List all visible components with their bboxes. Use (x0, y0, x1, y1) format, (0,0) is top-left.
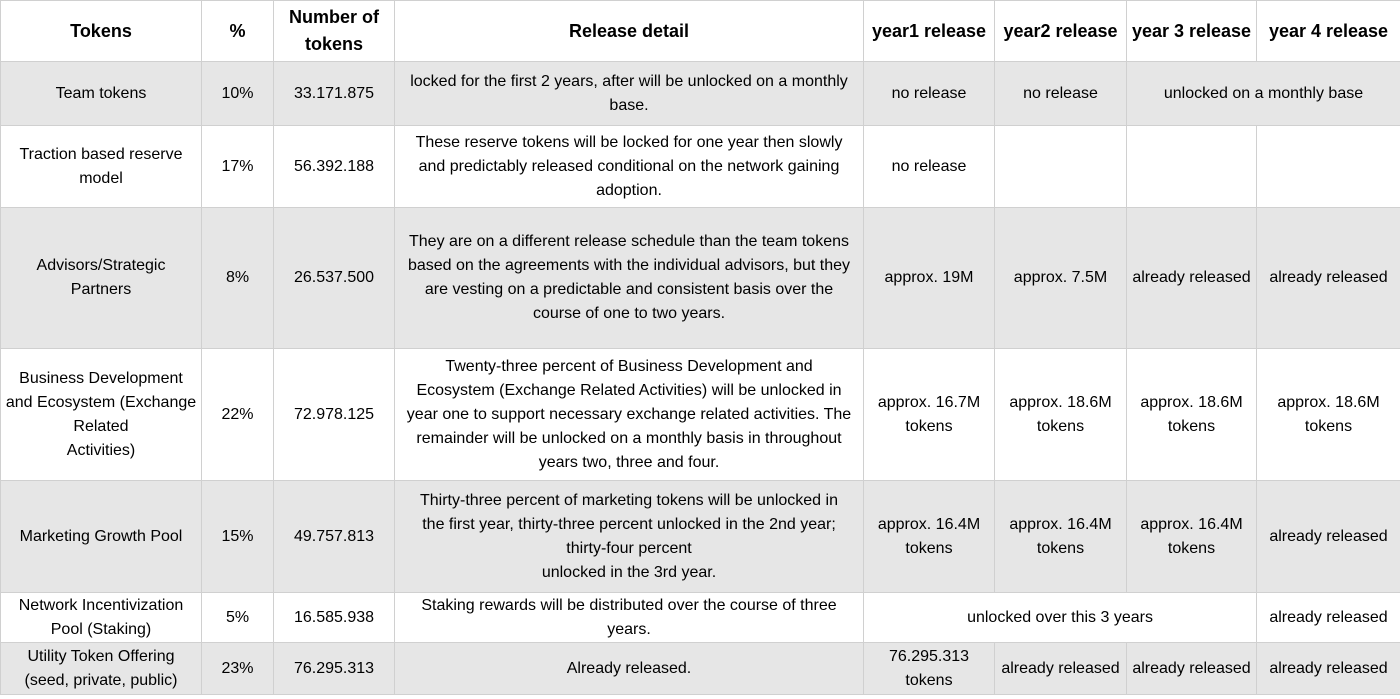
cell-name: Business Development and Ecosystem (Exchange Related Activities) (1, 349, 202, 481)
cell-year3: approx. 18.6M tokens (1127, 349, 1257, 481)
cell-year2: no release (995, 62, 1127, 126)
header-percent: % (202, 1, 274, 62)
cell-name: Network Incentivization Pool (Staking) (1, 593, 202, 643)
cell-name: Traction based reserve model (1, 126, 202, 208)
cell-percent: 22% (202, 349, 274, 481)
cell-year3: already released (1127, 208, 1257, 349)
cell-percent: 23% (202, 643, 274, 695)
cell-percent: 8% (202, 208, 274, 349)
header-year4-release: year 4 release (1257, 1, 1400, 62)
header-tokens: Tokens (1, 1, 202, 62)
cell-percent: 10% (202, 62, 274, 126)
cell-year4: already released (1257, 481, 1400, 593)
cell-year1: approx. 19M (864, 208, 995, 349)
cell-number: 49.757.813 (274, 481, 395, 593)
cell-year1: 76.295.313 tokens (864, 643, 995, 695)
cell-detail: Twenty-three percent of Business Development and Ecosystem (Exchange Related Activities) will be unlocked in year one to support necessary exchange related activities. The remainder will be unlocked on a monthly basis in throughout years two, three and four. (395, 349, 864, 481)
cell-detail: Thirty-three percent of marketing tokens will be unlocked in the first year, thirty-three percent unlocked in the 2nd year; thirty-four percent unlocked in the 3rd year. (395, 481, 864, 593)
cell-year2 (995, 126, 1127, 208)
header-year3-release: year 3 release (1127, 1, 1257, 62)
cell-number: 56.392.188 (274, 126, 395, 208)
header-number-of-tokens: Number of tokens (274, 1, 395, 62)
cell-name: Utility Token Offering (seed, private, public) (1, 643, 202, 695)
cell-number: 26.537.500 (274, 208, 395, 349)
cell-percent: 5% (202, 593, 274, 643)
cell-year1: no release (864, 126, 995, 208)
header-row (1, 1, 1400, 62)
cell-detail: These reserve tokens will be locked for one year then slowly and predictably released conditional on the network gaining adoption. (395, 126, 864, 208)
cell-year3 (1127, 126, 1257, 208)
cell-year3: already released (1127, 643, 1257, 695)
table-row-network-incentivization (1, 593, 1400, 643)
cell-detail: Staking rewards will be distributed over the course of three years. (395, 593, 864, 643)
cell-year1: approx. 16.7M tokens (864, 349, 995, 481)
table-row-team-tokens (1, 62, 1400, 126)
cell-detail: Already released. (395, 643, 864, 695)
header-year2-release: year2 release (995, 1, 1127, 62)
cell-detail: They are on a different release schedule than the team tokens based on the agreements with the individual advisors, but they are vesting on a predictable and consistent basis over the course of one to two years. (395, 208, 864, 349)
table-row-traction-reserve (1, 126, 1400, 208)
cell-number: 72.978.125 (274, 349, 395, 481)
cell-number: 33.171.875 (274, 62, 395, 126)
cell-year4: already released (1257, 593, 1400, 643)
table-row-business-development (1, 349, 1400, 481)
cell-name: Team tokens (1, 62, 202, 126)
cell-year2: approx. 7.5M (995, 208, 1127, 349)
cell-year1: no release (864, 62, 995, 126)
cell-year2: already released (995, 643, 1127, 695)
table-row-utility-token-offering (1, 643, 1400, 695)
cell-name: Marketing Growth Pool (1, 481, 202, 593)
cell-year2: approx. 16.4M tokens (995, 481, 1127, 593)
cell-name: Advisors/Strategic Partners (1, 208, 202, 349)
cell-year1-3: unlocked over this 3 years (864, 593, 1257, 643)
cell-percent: 15% (202, 481, 274, 593)
cell-year1: approx. 16.4M tokens (864, 481, 995, 593)
cell-year4: already released (1257, 643, 1400, 695)
cell-number: 16.585.938 (274, 593, 395, 643)
cell-year4: approx. 18.6M tokens (1257, 349, 1400, 481)
header-year1-release: year1 release (864, 1, 995, 62)
header-release-detail: Release detail (395, 1, 864, 62)
cell-year3: approx. 16.4M tokens (1127, 481, 1257, 593)
cell-number: 76.295.313 (274, 643, 395, 695)
cell-year4: already released (1257, 208, 1400, 349)
table-row-advisors (1, 208, 1400, 349)
cell-percent: 17% (202, 126, 274, 208)
cell-year3-4: unlocked on a monthly base (1127, 62, 1400, 126)
cell-year4 (1257, 126, 1400, 208)
cell-year2: approx. 18.6M tokens (995, 349, 1127, 481)
table-row-marketing (1, 481, 1400, 593)
cell-detail: locked for the first 2 years, after will be unlocked on a monthly base. (395, 62, 864, 126)
